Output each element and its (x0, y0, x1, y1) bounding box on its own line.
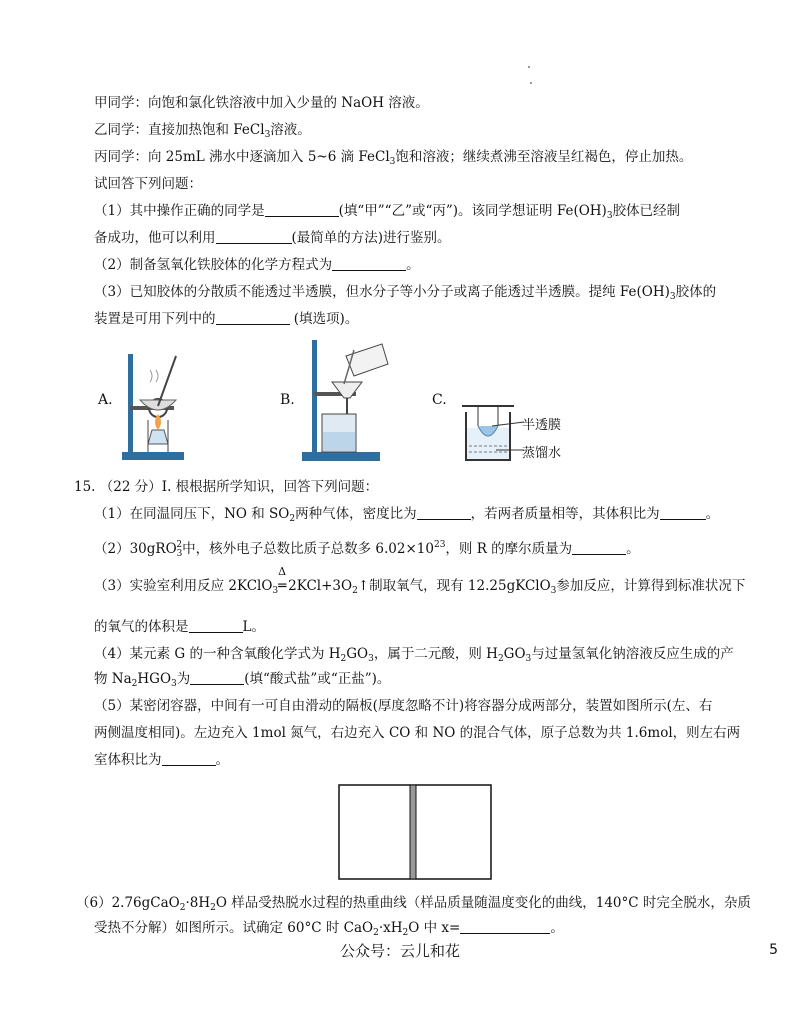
answer-blank[interactable] (162, 751, 216, 766)
question-1: （1）其中操作正确的同学是 (填“甲”“乙”或“丙”)。该同学想证明 $Fe(OH)_3$胶体已经制 (94, 203, 681, 221)
apparatus-a-evaporation (118, 348, 194, 464)
question-2: （2）制备氢氧化铁胶体的化学方程式为 。 (94, 257, 420, 273)
leader-lines (490, 420, 526, 456)
question-15-5-cont: 两侧温度相同)。左边充入 1mol 氮气，右边充入 CO 和 NO 的混合气体，原子总数为共 1.6mol，则左右两 (94, 725, 741, 741)
option-b-label: B. (280, 392, 295, 408)
question-15-3-cont: 的氧气的体积是 L。 (94, 619, 265, 635)
question-3-cont: 装置是可用下列中的 (填选项)。 (94, 311, 359, 327)
answer-blank[interactable] (216, 310, 290, 325)
answer-blank[interactable] (460, 919, 550, 934)
question-15-4-cont: 物 $Na_2HGO_3$为 (填“酸式盐”或“正盐”)。 (94, 671, 391, 689)
distilled-water-label: 蒸馏水 (522, 446, 562, 461)
answer-blank[interactable] (417, 505, 471, 520)
answer-blank[interactable] (572, 540, 626, 555)
answer-blank[interactable] (189, 618, 243, 633)
answer-blank[interactable] (265, 202, 339, 217)
text-line-yi: 乙同学：直接加热饱和 FeCl$_3$溶液。 (94, 122, 311, 140)
question-15-5-cont2: 室体积比为 。 (94, 752, 229, 768)
question-15-6-cont: 受热不分解）如图所示。试确定 60°C 时 $CaO_2\cdot xH_2O$ 中 x= 。 (94, 920, 564, 938)
question-3: （3）已知胶体的分散质不能透过半透膜，但水分子等小分子或离子能透过半透膜。提纯 $Fe(OH)_3$胶体的 (94, 284, 717, 302)
text-line-bing: 丙同学：向 25mL 沸水中逐滴加入 5~6 滴 FeCl$_3$饱和溶液；继续煮沸至溶液呈红褐色，停止加热。 (94, 149, 693, 167)
scan-dot (528, 66, 530, 68)
question-1-cont: 备成功，他可以利用 (最简单的方法)进行鉴别。 (94, 230, 451, 246)
scan-dot (530, 82, 532, 84)
apparatus-b-filtration (298, 336, 398, 464)
question-15-6: $(6)2.76gCaO_2\cdot 8H_2O$ 样品受热脱水过程的热重曲线（样品质量随温度变化的曲线，140°C 时完全脱水，杂质 (76, 895, 751, 913)
question-15-2: （2）30gRO$_3^2$中，核外电子总数比质子总数多 $6.02\times 10^{23}$，则 R 的摩尔质量为 。 (94, 540, 640, 559)
option-a-label: A. (98, 392, 113, 408)
text-line-try: 试回答下列问题： (94, 176, 202, 192)
text-line-jia: 甲同学：向饱和氯化铁溶液中加入少量的 NaOH 溶液。 (94, 95, 429, 111)
question-15-3: （3）实验室利用反应 2KClO$_3$ Δ ═ $2KCl+3O_2↑$制取氧气，现有 12.25gKClO$_3$参加反应，计算得到标准状况下 (94, 565, 746, 596)
answer-blank[interactable] (190, 670, 244, 685)
option-c-label: C. (432, 392, 447, 408)
question-15-1: （1）在同温同压下，NO 和 $SO_2$两种气体，密度比为 ，若两者质量相等，其体积比为 。 (94, 506, 720, 524)
footer-wechat: 公众号：云儿和花 (339, 942, 460, 960)
membrane-label: 半透膜 (522, 418, 562, 433)
answer-blank[interactable] (216, 229, 292, 244)
container-diagram (338, 784, 494, 882)
question-15-4: （4）某元素 G 的一种含氧酸化学式为 $H_2GO_3$，属于二元酸，则 $H_2GO_3$与过量氢氧化钠溶液反应生成的产 (94, 646, 734, 664)
answer-blank[interactable] (332, 256, 406, 271)
question-15-5: （5）某密闭容器，中间有一可自由滑动的隔板(厚度忽略不计)将容器分成两部分，装置如图所示(左、右 (94, 698, 713, 714)
question-15-head: 15. （22 分）I. 根根据所学知识，回答下列问题： (74, 479, 379, 495)
page-number: 5 (769, 942, 778, 958)
answer-blank[interactable] (660, 505, 706, 520)
